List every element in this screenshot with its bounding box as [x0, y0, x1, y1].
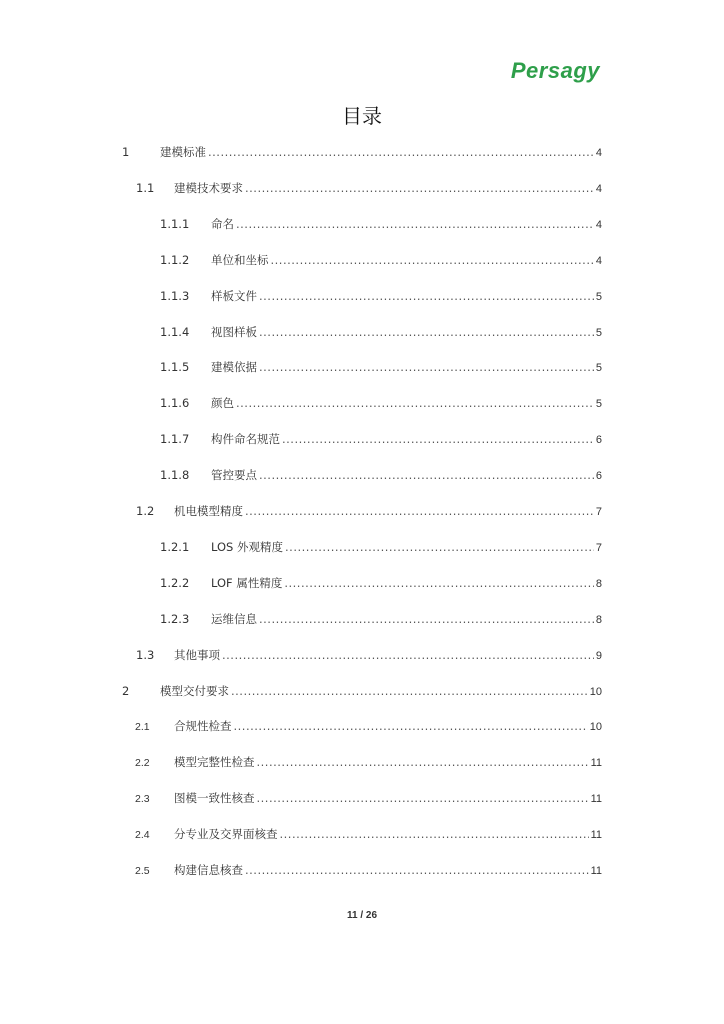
toc-entry-label: 单位和坐标: [211, 253, 269, 267]
toc-leader-dots: [231, 684, 588, 698]
toc-entry-label: LOS 外观精度: [211, 540, 284, 554]
toc-entry-page: 11: [590, 829, 602, 841]
toc-entry-page: 11: [590, 793, 602, 805]
toc-entry[interactable]: [136, 503, 602, 523]
toc-entry-label: 运维信息: [211, 612, 257, 626]
toc-entry-page: 7: [595, 506, 602, 518]
toc-entry-page: 10: [589, 721, 602, 733]
toc-entry-page: 6: [595, 470, 602, 482]
toc-entry[interactable]: [136, 180, 602, 200]
toc-entry-label: 其他事项: [174, 648, 220, 662]
toc-entry[interactable]: [135, 862, 602, 882]
toc-entry[interactable]: [160, 252, 602, 272]
toc-entry[interactable]: [122, 144, 602, 164]
toc-entry-number: 1.2.3: [160, 612, 190, 626]
toc-leader-dots: [271, 253, 594, 267]
toc-entry[interactable]: [160, 324, 602, 344]
toc-entry-label: 机电模型精度: [174, 504, 243, 518]
toc-entry-page: 8: [595, 614, 602, 626]
toc-entry[interactable]: [135, 826, 602, 846]
toc-entry-label: 样板文件: [211, 289, 257, 303]
toc-entry-page: 9: [595, 650, 602, 662]
toc-entry-page: 5: [595, 327, 602, 339]
toc-entry-page: 10: [589, 686, 602, 698]
toc-entry-number: 1.1.7: [160, 432, 190, 446]
toc-entry-page: 11: [590, 865, 602, 877]
toc-leader-dots: [208, 145, 594, 159]
toc-entry-page: 8: [595, 578, 602, 590]
toc-leader-dots: [236, 396, 594, 410]
toc-entry-label: 视图样板: [211, 325, 257, 339]
toc-leader-dots: [259, 468, 594, 482]
persagy-logo: Persagy: [510, 58, 600, 83]
toc-entry[interactable]: [160, 467, 602, 487]
toc-leader-dots: [282, 432, 594, 446]
toc-entry-number: 1.1.6: [160, 396, 190, 410]
toc-leader-dots: [284, 576, 594, 590]
toc-entry-number: 1.2.2: [160, 576, 190, 590]
toc-entry[interactable]: [160, 539, 602, 559]
toc-entry-label: 图模一致性核查: [174, 791, 255, 805]
toc-leader-dots: [234, 719, 588, 733]
toc-entry[interactable]: [135, 754, 602, 774]
toc-entry[interactable]: [122, 683, 602, 703]
toc-leader-dots: [245, 863, 589, 877]
toc-entry-number: 1.1: [136, 181, 155, 195]
toc-entry-number: 1.1.1: [160, 217, 190, 231]
toc-leader-dots: [280, 827, 589, 841]
toc-entry[interactable]: [135, 718, 602, 738]
toc-entry-number: 1.1.5: [160, 360, 190, 374]
toc-entry-label: 建模依据: [211, 360, 257, 374]
toc-entry-number: 2.2: [135, 757, 150, 769]
toc-entry-page: 5: [595, 398, 602, 410]
toc-entry-page: 4: [595, 183, 602, 195]
toc-entry-label: 构建信息核查: [174, 863, 243, 877]
toc-entry-number: 1.2: [136, 504, 155, 518]
toc-leader-dots: [257, 791, 589, 805]
toc-entry-number: 1: [122, 145, 130, 159]
page-title: 目录: [342, 104, 382, 128]
toc-leader-dots: [245, 504, 594, 518]
toc-entry-label: 建模技术要求: [174, 181, 243, 195]
toc-leader-dots: [259, 289, 594, 303]
toc-entry-page: 4: [595, 255, 602, 267]
toc-entry-page: 5: [595, 362, 602, 374]
toc-entry-page: 5: [595, 291, 602, 303]
toc-entry[interactable]: [136, 647, 602, 667]
toc-entry-label: 模型交付要求: [160, 684, 229, 698]
toc-entry-number: 2.1: [135, 721, 150, 733]
toc-entry-number: 1.1.3: [160, 289, 190, 303]
toc-entry-number: 1.1.2: [160, 253, 190, 267]
toc-entry[interactable]: [135, 790, 602, 810]
toc-entry-number: 1.3: [136, 648, 155, 662]
toc-entry-label: 建模标准: [160, 145, 206, 159]
toc-entry-number: 2: [122, 684, 130, 698]
toc-entry-number: 2.3: [135, 793, 150, 805]
toc-entry-label: LOF 属性精度: [211, 576, 283, 590]
toc-entry-page: 7: [595, 542, 602, 554]
toc-entry-label: 分专业及交界面核查: [174, 827, 278, 841]
toc-entry-label: 构件命名规范: [211, 432, 280, 446]
toc-leader-dots: [285, 540, 594, 554]
toc-entry-number: 1.2.1: [160, 540, 190, 554]
toc-entry[interactable]: [160, 575, 602, 595]
toc-leader-dots: [245, 181, 594, 195]
toc-entry-label: 管控要点: [211, 468, 257, 482]
toc-entry-number: 2.5: [135, 865, 150, 877]
toc-leader-dots: [259, 612, 594, 626]
toc-leader-dots: [236, 217, 594, 231]
toc-entry-page: 4: [595, 147, 602, 159]
toc-entry-page: 4: [595, 219, 602, 231]
toc-leader-dots: [222, 648, 594, 662]
toc-entry-number: 1.1.4: [160, 325, 190, 339]
toc-entry-label: 模型完整性检查: [174, 755, 255, 769]
toc-entry-label: 颜色: [211, 396, 234, 410]
toc-entry[interactable]: [160, 288, 602, 308]
toc-entry-label: 合规性检查: [174, 719, 232, 733]
toc-entry[interactable]: [160, 359, 602, 379]
toc-leader-dots: [259, 360, 594, 374]
toc-entry-number: 2.4: [135, 829, 150, 841]
toc-entry[interactable]: [160, 216, 602, 236]
toc-leader-dots: [259, 325, 594, 339]
toc-entry-label: 命名: [211, 217, 234, 231]
toc-entry-page: 6: [595, 434, 602, 446]
toc-entry-page: 11: [590, 757, 602, 769]
toc-entry[interactable]: [160, 611, 602, 631]
toc-entry[interactable]: [160, 395, 602, 415]
toc-entry[interactable]: [160, 431, 602, 451]
page-number: 11 / 26: [346, 910, 378, 921]
toc-entry-number: 1.1.8: [160, 468, 190, 482]
toc-leader-dots: [257, 755, 589, 769]
